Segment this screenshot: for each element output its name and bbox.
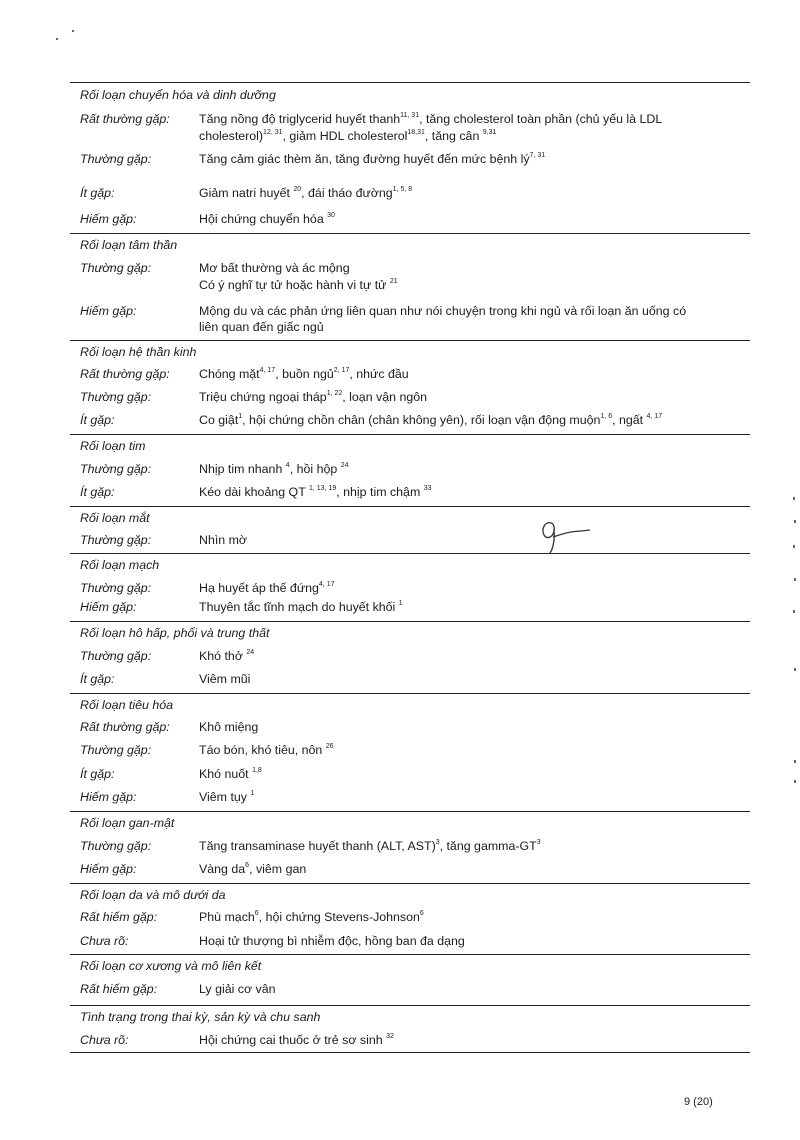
text-run: , đái tháo đường — [301, 186, 393, 200]
section-divider — [70, 82, 750, 83]
scan-speck — [793, 610, 795, 613]
reference-superscript: 6 — [254, 909, 259, 917]
section-divider — [70, 954, 750, 955]
reference-superscript: 7, 31 — [529, 151, 546, 159]
reference-superscript: 4 — [285, 461, 290, 469]
section-divider — [70, 233, 750, 234]
text-run: Khó thở — [199, 649, 247, 663]
adverse-effect-text — [199, 580, 334, 597]
section-divider — [70, 811, 750, 812]
frequency-label: Chưa rõ: — [80, 1033, 129, 1047]
text-run: , nhức đầu — [349, 367, 409, 381]
text-run: Vàng da — [199, 862, 246, 876]
scan-speck — [794, 780, 796, 783]
adverse-effect-text — [199, 719, 258, 736]
section-title: Tình trạng trong thai kỳ, sản kỳ và chu sanh — [80, 1010, 321, 1024]
adverse-effect-text — [199, 909, 424, 926]
reference-superscript: 3 — [536, 838, 541, 846]
frequency-label: Thường gặp: — [80, 390, 152, 404]
frequency-label: Ít gặp: — [80, 672, 115, 686]
reference-superscript: 1 — [238, 412, 243, 420]
adverse-effect-text — [199, 461, 348, 478]
reference-superscript: 1 — [398, 599, 403, 607]
section-title: Rối loạn mạch — [80, 558, 160, 572]
text-run: Có ý nghĩ tự tử hoặc hành vi tự tử — [199, 278, 390, 292]
reference-superscript: 3 — [435, 838, 440, 846]
frequency-label: Rất hiếm gặp: — [80, 982, 158, 996]
section-title: Rối loạn gan-mật — [80, 816, 175, 830]
reference-superscript: 33 — [423, 484, 432, 492]
frequency-label: Hiếm gặp: — [80, 600, 137, 614]
adverse-effect-text — [199, 111, 662, 128]
frequency-label: Thường gặp: — [80, 581, 152, 595]
adverse-effect-text — [199, 789, 254, 806]
frequency-label: Thường gặp: — [80, 152, 152, 166]
text-run: Triệu chứng ngoại tháp — [199, 390, 327, 404]
reference-superscript: 12, 31 — [263, 128, 283, 136]
text-run: Thuyên tắc tĩnh mạch do huyết khối — [199, 600, 399, 614]
text-run: Tăng transaminase huyết thanh (ALT, AST) — [199, 839, 436, 853]
adverse-effect-text — [199, 366, 409, 383]
text-run: Chóng mặt — [199, 367, 260, 381]
adverse-effect-text — [199, 151, 545, 168]
reference-superscript: 4, 17 — [318, 580, 335, 588]
reference-superscript: 1, 13, 19 — [309, 484, 337, 492]
frequency-label: Hiếm gặp: — [80, 212, 137, 226]
text-run: , hội chứng chồn chân (chân không yên), rối loạn vận động muộn — [242, 413, 601, 427]
text-run: Nhìn mờ — [199, 533, 248, 547]
adverse-effect-text — [199, 532, 247, 549]
scan-speck — [794, 668, 796, 671]
scan-speck — [794, 520, 796, 523]
handwritten-signature — [535, 515, 595, 557]
frequency-label: Rất thường gặp: — [80, 720, 170, 734]
text-run: Khô miệng — [199, 720, 259, 734]
section-title: Rối loạn tiêu hóa — [80, 698, 173, 712]
text-run: Tăng nồng độ triglycerid huyết thanh — [199, 112, 401, 126]
frequency-label: Ít gặp: — [80, 485, 115, 499]
scan-speck — [794, 578, 796, 581]
section-title: Rối loạn cơ xương và mô liên kết — [80, 959, 262, 973]
text-run: Táo bón, khó tiêu, nôn — [199, 743, 326, 757]
text-run: , ngất — [612, 413, 647, 427]
adverse-effect-text — [199, 211, 335, 228]
reference-superscript: 9,31 — [482, 128, 497, 136]
scan-speck — [56, 38, 58, 40]
reference-superscript: 20 — [293, 185, 302, 193]
frequency-label: Hiếm gặp: — [80, 304, 137, 318]
adverse-effect-text — [199, 484, 432, 501]
text-run: Mơ bất thường và ác mộng — [199, 261, 350, 275]
text-run: , tăng gamma-GT — [439, 839, 537, 853]
adverse-effect-text-continued — [199, 128, 496, 145]
scan-speck — [794, 760, 796, 763]
adverse-effect-text — [199, 303, 686, 320]
text-run: Tăng cảm giác thèm ăn, tăng đường huyết đến mức bệnh lý — [199, 152, 530, 166]
reference-superscript: 11, 31 — [400, 111, 420, 119]
reference-superscript: 1, 22 — [326, 389, 343, 397]
frequency-label: Ít gặp: — [80, 186, 115, 200]
text-run: Co giật — [199, 413, 239, 427]
section-title: Rối loạn tim — [80, 439, 146, 453]
text-run: Hoại tử thượng bì nhiễm độc, hồng ban đa dạng — [199, 934, 465, 948]
text-run: , hội chứng Stevens-Johnson — [258, 910, 420, 924]
text-run: Hội chứng chuyển hóa — [199, 212, 328, 226]
section-title: Rối loạn chuyển hóa và dinh dưỡng — [80, 88, 276, 102]
reference-superscript: 6 — [245, 861, 250, 869]
adverse-effect-text — [199, 742, 334, 759]
frequency-label: Hiếm gặp: — [80, 862, 137, 876]
reference-superscript: 18,31 — [407, 128, 425, 136]
adverse-effect-text-continued — [199, 319, 324, 336]
text-run: , tăng cholesterol toàn phần (chủ yếu là LDL — [419, 112, 663, 126]
text-run: cholesterol) — [199, 129, 264, 143]
reference-superscript: 4, 17 — [646, 412, 663, 420]
adverse-effect-text — [199, 1032, 394, 1049]
text-run: Phù mạch — [199, 910, 255, 924]
text-run: Giảm natri huyết — [199, 186, 294, 200]
adverse-effect-text — [199, 260, 350, 277]
section-divider — [70, 553, 750, 554]
section-divider — [70, 1005, 750, 1006]
reference-superscript: 4, 17 — [259, 366, 276, 374]
frequency-label: Thường gặp: — [80, 462, 152, 476]
text-run: , giảm HDL cholesterol — [282, 129, 408, 143]
frequency-label: Thường gặp: — [80, 261, 152, 275]
reference-superscript: 32 — [386, 1032, 394, 1040]
frequency-label: Rất thường gặp: — [80, 367, 170, 381]
text-run: Khó nuốt — [199, 767, 253, 781]
text-run: , hồi hộp — [289, 462, 341, 476]
adverse-effect-text — [199, 766, 262, 783]
table-bottom-border — [70, 1052, 750, 1053]
text-run: Ly giải cơ vân — [199, 982, 276, 996]
text-run: , loạn vận ngôn — [342, 390, 428, 404]
section-divider — [70, 621, 750, 622]
frequency-label: Rất thường gặp: — [80, 112, 170, 126]
text-run: , nhịp tim chậm — [336, 485, 424, 499]
section-title: Rối loạn da và mô dưới da — [80, 888, 226, 902]
section-divider — [70, 883, 750, 884]
text-run: Viêm tụy — [199, 790, 251, 804]
text-run: Hội chứng cai thuốc ở trẻ sơ sinh — [199, 1033, 387, 1047]
reference-superscript: 24 — [246, 648, 255, 656]
page-number: 9 (20) — [684, 1096, 713, 1108]
text-run: Mộng du và các phản ứng liên quan như nói chuyện trong khi ngủ và rối loạn ăn uống có — [199, 304, 687, 318]
adverse-effect-text-continued — [199, 277, 398, 294]
section-title: Rối loạn tâm thần — [80, 238, 178, 252]
scan-speck — [793, 497, 795, 500]
adverse-effect-text — [199, 648, 254, 665]
adverse-effect-text — [199, 838, 541, 855]
section-title: Rối loạn mắt — [80, 511, 150, 525]
frequency-label: Ít gặp: — [80, 767, 115, 781]
frequency-label: Thường gặp: — [80, 743, 152, 757]
reference-superscript: 21 — [389, 277, 398, 285]
adverse-effect-text — [199, 671, 250, 688]
section-title: Rối loạn hô hấp, phổi và trung thất — [80, 626, 270, 640]
frequency-label: Thường gặp: — [80, 533, 152, 547]
reference-superscript: 1 — [250, 789, 255, 797]
section-divider — [70, 506, 750, 507]
adverse-effect-text — [199, 599, 403, 616]
text-run: Nhịp tim nhanh — [199, 462, 286, 476]
text-run: Kéo dài khoảng QT — [199, 485, 309, 499]
reference-superscript: 1,8 — [252, 766, 262, 774]
adverse-effect-text — [199, 861, 306, 878]
reference-superscript: 1, 5, 8 — [392, 185, 413, 193]
scan-speck — [72, 30, 74, 32]
reference-superscript: 30 — [327, 211, 335, 219]
reference-superscript: 2, 17 — [333, 366, 350, 374]
text-run: , tăng cân — [424, 129, 483, 143]
frequency-label: Thường gặp: — [80, 649, 152, 663]
frequency-label: Thường gặp: — [80, 839, 152, 853]
reference-superscript: 24 — [340, 461, 349, 469]
text-run: , viêm gan — [249, 862, 307, 876]
section-divider — [70, 693, 750, 694]
text-run: , buồn ngủ — [275, 367, 334, 381]
frequency-label: Ít gặp: — [80, 413, 115, 427]
text-run: Hạ huyết áp thế đứng — [199, 581, 319, 595]
text-run: Viêm mũi — [199, 672, 251, 686]
frequency-label: Hiếm gặp: — [80, 790, 137, 804]
frequency-label: Rất hiếm gặp: — [80, 910, 158, 924]
section-title: Rối loạn hệ thần kinh — [80, 345, 197, 359]
adverse-effect-text — [199, 412, 662, 429]
scan-speck — [793, 545, 795, 548]
reference-superscript: 26 — [325, 742, 334, 750]
adverse-effect-text — [199, 185, 412, 202]
reference-superscript: 1, 6 — [600, 412, 613, 420]
adverse-effect-text — [199, 389, 427, 406]
adverse-effect-text — [199, 981, 276, 998]
adverse-effect-text — [199, 933, 465, 950]
frequency-label: Chưa rõ: — [80, 934, 129, 948]
text-run: liên quan đến giấc ngủ — [199, 320, 324, 334]
section-divider — [70, 434, 750, 435]
section-divider — [70, 340, 750, 341]
reference-superscript: 6 — [419, 909, 424, 917]
